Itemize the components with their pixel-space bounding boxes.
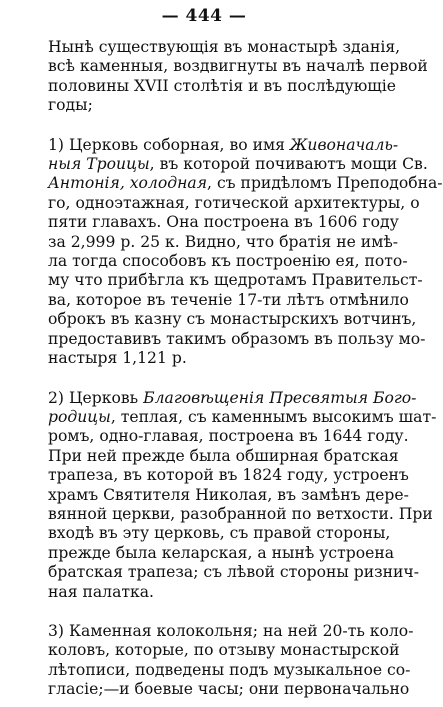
text-line — [22, 446, 399, 466]
italic-text: родицы — [48, 407, 111, 426]
text-line — [22, 485, 409, 505]
text-line — [22, 329, 426, 349]
text-segment: вянной церкви, разобранной по ветхости. При — [48, 504, 433, 523]
text-line — [22, 193, 420, 213]
text-segment: му что прибѣгла къ щедротамъ Правительст- — [48, 271, 423, 290]
text-segment: , теплая, съ каменнымъ высокимъ шат- — [110, 407, 437, 426]
text-line — [22, 660, 411, 680]
text-segment: ная палатка. — [48, 582, 155, 601]
text-line — [22, 213, 399, 232]
text-segment: коловъ, которые, по отзыву монастырской — [48, 641, 400, 660]
text-line — [22, 271, 423, 290]
text-line — [22, 583, 386, 602]
text-segment: гласіе;—и боевые часы; они первоначально — [48, 680, 410, 699]
text-segment: трапеза, въ которой въ 1824 году, устроенъ — [48, 466, 409, 485]
text-line — [22, 407, 437, 427]
text-segment: входѣ въ эту церковь, съ правой стороны, — [48, 524, 391, 543]
intro-paragraph — [22, 38, 428, 116]
text-line — [22, 641, 400, 660]
text-segment: , въ которой почиваютъ мощи Св. — [149, 155, 428, 174]
text-segment: го, одноэтажная, готической архитектуры, о — [48, 193, 420, 212]
text-line — [22, 388, 417, 408]
text-segment: лѣтописи, подведены подъ музыкальное со- — [48, 660, 411, 679]
text-line — [22, 621, 414, 641]
text-segment: за 2,999 р. 25 к. Видно, что братія не имѣ- — [48, 232, 398, 251]
item-paragraph-1 — [22, 135, 443, 369]
text-segment: храмъ Святителя Николая, въ замѣнъ дере- — [48, 485, 409, 504]
text-line — [22, 290, 409, 310]
text-line — [22, 232, 398, 252]
text-line — [22, 504, 433, 524]
text-line — [22, 252, 408, 271]
text-segment: настыря 1,121 р. — [48, 349, 187, 368]
text-line — [22, 680, 410, 699]
intro-line: половины XVII столѣтія и въ послѣдующіе — [48, 76, 397, 95]
text-line — [22, 310, 417, 329]
items-list — [22, 135, 443, 700]
italic-text: ныя Троицы — [48, 155, 150, 174]
page-number: — 444 — — [161, 6, 247, 26]
italic-text: Благовѣщенія Пресвятыя Бого- — [143, 388, 417, 407]
intro-line: Нынѣ существующія въ монастырѣ зданія, — [48, 38, 401, 56]
text-line — [22, 524, 391, 543]
text-line — [22, 466, 409, 485]
text-segment: , съ придѣломъ Преподобна- — [207, 174, 443, 193]
item-paragraph-2 — [22, 388, 437, 602]
text-segment: ромъ, одно-главая, построена въ 1644 году. — [48, 427, 409, 446]
text-line — [22, 174, 443, 193]
text-segment: пяти главахъ. Она построена въ 1606 году — [48, 213, 399, 232]
text-segment: предоставивъ такимъ образомъ въ пользу мо- — [48, 329, 426, 348]
text-segment: оброкъ въ казну съ монастырскихъ вотчинъ, — [48, 310, 417, 329]
text-segment: ва, которое въ теченіе 17-ти лѣтъ отмѣнило — [48, 290, 409, 309]
item-paragraph-3 — [22, 621, 414, 700]
text-segment: 3) Каменная колокольня; на ней 20-ть коло- — [48, 621, 414, 640]
text-line — [22, 155, 428, 174]
italic-text: Антонія, холодная — [48, 174, 208, 193]
italic-text: Живоначаль- — [289, 135, 399, 154]
intro-line: всѣ каменныя, воздвигнуты въ началѣ первой — [48, 57, 428, 76]
text-line — [22, 563, 419, 582]
text-line — [22, 349, 386, 368]
text-segment: 2) Церковь — [48, 388, 144, 407]
text-segment: братская трапеза; съ лѣвой стороны ризнич- — [48, 563, 419, 582]
text-segment: 1) Церковь соборная, во имя — [48, 135, 290, 154]
text-line — [22, 427, 409, 446]
text-segment: прежде была келарская, а нынѣ устроена — [48, 543, 395, 562]
text-line — [22, 135, 399, 155]
intro-line: годы; — [48, 96, 93, 115]
text-segment: При ней прежде была обширная братская — [48, 446, 399, 465]
text-line — [22, 543, 395, 563]
text-segment: ла тогда способовъ къ построенію ея, пото- — [48, 252, 408, 271]
